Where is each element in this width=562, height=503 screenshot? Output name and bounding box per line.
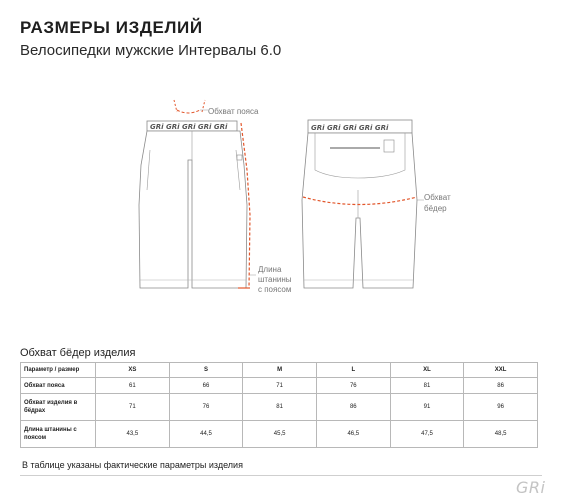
hip-label <box>424 193 451 213</box>
header-cell-xs: XS <box>96 363 170 378</box>
table-cell: 86 <box>316 394 390 421</box>
svg-text:Длина: Длина <box>258 265 282 274</box>
table-cell: 43,5 <box>96 421 170 448</box>
leg-length-label <box>258 265 292 294</box>
table-cell: 45,5 <box>243 421 317 448</box>
table-cell: 81 <box>390 378 464 394</box>
waist-label <box>208 107 259 116</box>
front-waistband-print: GRi GRi GRi GRi GRi <box>150 123 228 131</box>
table-cell: 91 <box>390 394 464 421</box>
table-row <box>21 421 538 448</box>
header-cell-s: S <box>169 363 243 378</box>
table-row <box>21 378 538 394</box>
table-cell: 48,5 <box>464 421 538 448</box>
svg-text:Обхват: Обхват <box>424 193 451 202</box>
header-cell-m: M <box>243 363 317 378</box>
table-cell: 71 <box>243 378 317 394</box>
row-label: Обхват пояса <box>21 378 96 394</box>
header-cell-l: L <box>316 363 390 378</box>
table-cell: 44,5 <box>169 421 243 448</box>
brand-logo: GRi <box>516 478 546 497</box>
table-cell: 86 <box>464 378 538 394</box>
back-shorts-illustration <box>302 120 424 288</box>
table-cell: 76 <box>169 394 243 421</box>
svg-text:Обхват пояса: Обхват пояса <box>208 107 259 116</box>
footer-divider <box>20 475 542 476</box>
table-cell: 46,5 <box>316 421 390 448</box>
product-subtitle: Велосипедки мужские Интервалы 6.0 <box>20 42 282 59</box>
table-cell: 96 <box>464 394 538 421</box>
svg-text:штанины: штанины <box>258 275 292 284</box>
page-title: РАЗМЕРЫ ИЗДЕЛИЙ <box>20 18 203 37</box>
header-cell-parameter: Параметр / размер <box>21 363 96 378</box>
table-note: В таблице указаны фактические параметры изделия <box>22 460 243 470</box>
header-cell-xxl: XXL <box>464 363 538 378</box>
header-cell-xl: XL <box>390 363 464 378</box>
back-waistband-print: GRi GRi GRi GRi GRi <box>311 124 389 132</box>
svg-text:бёдер: бёдер <box>424 204 447 213</box>
table-cell: 76 <box>316 378 390 394</box>
shorts-diagram <box>0 90 562 305</box>
row-label: Обхват изделия в бёдрах <box>21 394 96 421</box>
table-cell: 47,5 <box>390 421 464 448</box>
table-cell: 66 <box>169 378 243 394</box>
row-label: Длина штанины с поясом <box>21 421 96 448</box>
table-cell: 61 <box>96 378 170 394</box>
table-header-row <box>21 363 538 378</box>
table-cell: 81 <box>243 394 317 421</box>
table-caption: Обхват бёдер изделия <box>20 347 136 359</box>
table-cell: 71 <box>96 394 170 421</box>
svg-text:с поясом: с поясом <box>258 285 292 294</box>
front-shorts-illustration <box>139 100 256 288</box>
size-table <box>20 362 538 448</box>
table-row <box>21 394 538 421</box>
